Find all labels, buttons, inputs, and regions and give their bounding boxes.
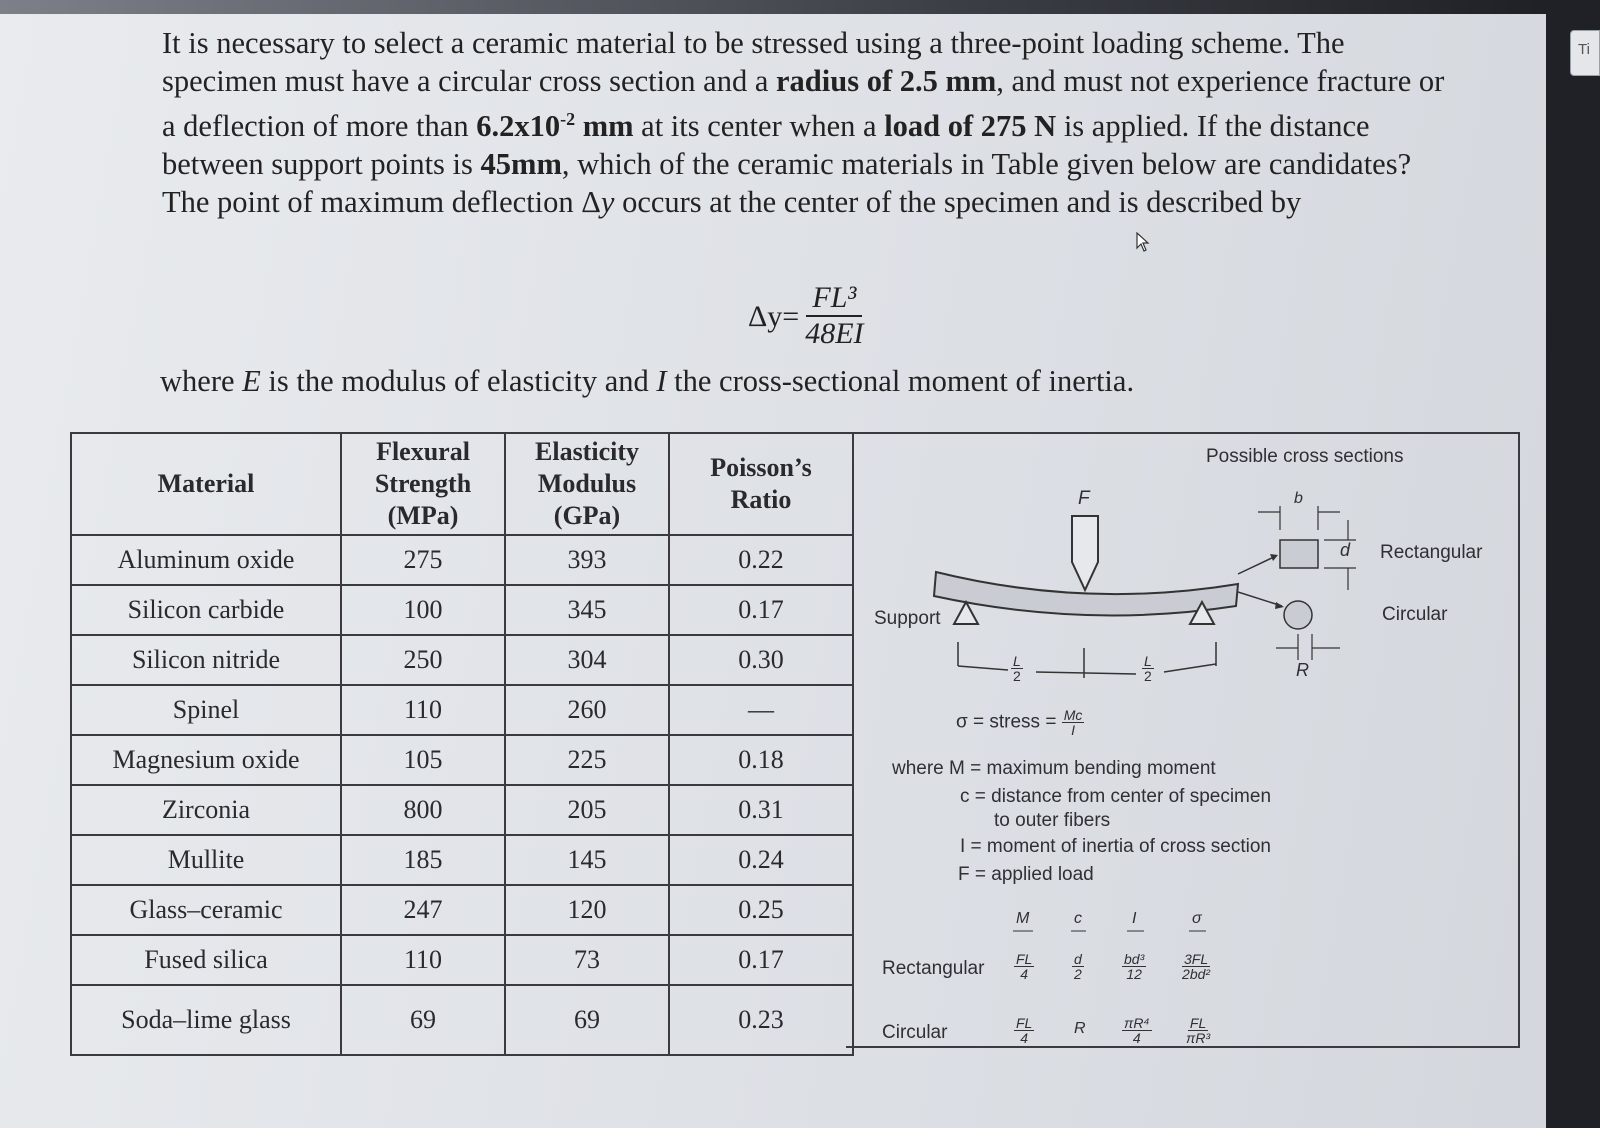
circ-cross-section [1284,601,1312,629]
c-definition: c = distance from center of specimen [960,786,1272,807]
table-row [71,585,853,635]
formula-header-I: I [1132,910,1137,927]
problem-text-5: , which of the ceramic materials in Table given below are candidates? The point of maximum deflection Δ [162,147,1412,220]
header-material: Material [71,433,341,535]
rect-M-den: 4 [1020,966,1029,982]
rect-c-den: 2 [1074,966,1082,982]
rectangular-label: Rectangular [1380,542,1483,563]
half-span-right-num: L [1144,653,1152,669]
cell-poisson: 0.31 [669,785,853,835]
header-flexural-2: Strength [374,469,472,498]
cell-modulus: 205 [505,785,669,835]
left-support-icon [954,602,978,624]
formula-numerator: FL³ [806,282,862,317]
problem-text-1: It is necessary to select a ceramic material to be stressed using a three-point loading scheme. The specimen must have a circular cross section and a [162,26,1345,98]
rect-c [1072,952,1084,981]
where-text-2: is the modulus of elasticity and [260,364,657,398]
y-variable: y [600,185,615,220]
cell-modulus: 225 [505,735,669,785]
rect-I-den: 12 [1126,966,1142,982]
cell-material: Silicon carbide [71,585,341,635]
circ-I-den: 4 [1132,1030,1141,1046]
circ-sigma-den: πR³ [1186,1030,1211,1046]
span-line-mid [1036,672,1136,674]
problem-paragraph [162,24,1462,221]
formula-fraction [805,282,863,351]
circ-I [1122,1016,1152,1045]
problem-text-3: at its center when a [633,109,885,144]
circ-M-den: 4 [1020,1030,1029,1046]
b-label: b [1294,490,1303,507]
header-flexural-1: Flexural [376,437,470,466]
where-text-3: the cross-sectional moment of inertia. [666,364,1135,398]
table-row [71,635,853,685]
cell-poisson: 0.17 [669,935,853,985]
cell-flexural: 110 [341,685,505,735]
cell-flexural: 69 [341,985,505,1055]
cell-flexural: 800 [341,785,505,835]
half-span-left [1011,654,1023,683]
problem-text-2: , and must not experience fracture or a deflection of more than [162,64,1445,144]
cell-poisson: 0.22 [669,535,853,585]
cell-modulus: 345 [505,585,669,635]
table-row [71,935,853,985]
where-I: I [656,364,667,398]
cell-flexural: 250 [341,635,505,685]
table-header-row [71,433,853,535]
where-E: E [242,364,261,398]
cell-poisson: 0.17 [669,585,853,635]
d-label: d [1340,540,1351,560]
stress-num: Mc [1063,707,1083,723]
cell-poisson: 0.24 [669,835,853,885]
cell-flexural: 275 [341,535,505,585]
force-label: F [1078,488,1090,509]
span-line-right [1164,664,1216,672]
cell-modulus: 120 [505,885,669,935]
cell-poisson: 0.23 [669,985,853,1055]
rect-I-num: bd³ [1124,951,1145,967]
header-elasticity-3: (GPa) [553,501,621,530]
stress-definition [956,708,1084,737]
problem-text-4: is applied. If the distance between support points is [162,109,1370,182]
half-span-left-num: L [1013,653,1021,669]
circ-I-num: πR⁴ [1124,1015,1150,1031]
cell-poisson: 0.30 [669,635,853,685]
half-span-left-den: 2 [1013,668,1021,684]
header-poisson-1: Poisson’s [710,453,812,482]
cell-material: Mullite [71,835,341,885]
deflection-limit [476,109,633,143]
stress-lhs: σ = stress = [956,711,1057,733]
formula-header-M: M [1016,910,1030,927]
formula-lhs: Δy= [748,299,800,333]
where-text-1: where [160,364,243,398]
header-poisson-2: Ratio [730,485,792,514]
possible-cross-sections-label: Possible cross sections [1206,446,1404,467]
table-row [71,885,853,935]
table-row [71,685,853,735]
cell-modulus: 73 [505,935,669,985]
circ-sigma [1186,1016,1210,1045]
problem-sheet [0,14,1546,1128]
rect-row-label: Rectangular [882,958,985,979]
table-row [71,785,853,835]
circ-row-label: Circular [882,1022,948,1043]
deflection-formula [748,282,864,351]
arrow-to-circ [1238,592,1282,606]
cell-modulus: 304 [505,635,669,685]
deflection-base: 6.2x10 [476,109,561,144]
circ-sigma-num: FL [1189,1015,1207,1031]
rect-sigma-num: 3FL [1184,951,1209,967]
cell-material: Spinel [71,685,341,735]
stress-den: I [1071,722,1075,738]
cell-material: Zirconia [71,785,341,835]
cell-modulus: 260 [505,685,669,735]
arrow-head-circ [1275,602,1284,609]
F-definition: F = applied load [958,864,1094,885]
rect-M [1014,952,1034,981]
cell-material: Aluminum oxide [71,535,341,585]
cell-material: Magnesium oxide [71,735,341,785]
header-elasticity-2: Modulus [537,469,637,498]
cell-modulus: 393 [505,535,669,585]
sidebar-tab[interactable]: Ti [1570,30,1600,76]
cell-material: Soda–lime glass [71,985,341,1055]
right-sidebar [1546,0,1600,1128]
header-flexural-3: (MPa) [387,501,459,530]
header-elasticity [505,433,669,535]
span-line-left [958,666,1008,670]
formula-denominator: 48EI [805,317,864,350]
three-point-diagram-panel [846,432,1520,1048]
cell-flexural: 105 [341,735,505,785]
deflection-unit: mm [575,109,634,144]
half-span-right [1142,654,1154,683]
radius-value: radius of 2.5 mm [776,64,997,98]
load-applicator [1072,516,1098,590]
header-poisson [669,433,853,535]
I-definition: I = moment of inertia of cross section [960,836,1271,857]
rect-I [1122,952,1146,981]
c-definition-2: to outer fibers [994,810,1111,831]
R-label: R [1296,660,1309,680]
cell-modulus: 69 [505,985,669,1055]
header-elasticity-1: Elasticity [535,437,639,466]
top-window-bar [0,0,1600,14]
support-label: Support [874,608,941,629]
cell-flexural: 110 [341,935,505,985]
cell-flexural: 185 [341,835,505,885]
mouse-cursor-icon [1136,232,1150,252]
where-line [160,364,1134,399]
cell-material: Glass–ceramic [71,885,341,935]
M-definition: where M = maximum bending moment [892,758,1216,779]
rect-c-num: d [1074,951,1082,967]
table-row [71,735,853,785]
half-span-right-den: 2 [1144,668,1152,684]
cell-poisson: 0.25 [669,885,853,935]
rect-sigma-den: 2bd² [1182,966,1211,982]
cell-flexural: 247 [341,885,505,935]
rect-sigma [1182,952,1210,981]
cell-flexural: 100 [341,585,505,635]
cell-poisson: — [669,685,853,735]
problem-text-6: occurs at the center of the specimen and is described by [614,185,1302,220]
problem-statement [162,24,1462,221]
arrow-to-rect [1238,556,1276,574]
table-row [71,835,853,885]
circ-c: R [1074,1020,1086,1037]
deflection-exponent: -2 [560,109,576,129]
formula-header-c: c [1074,910,1082,927]
table-row [71,985,853,1055]
table-row [71,535,853,585]
span-value: 45mm [480,147,562,182]
circ-M [1014,1016,1034,1045]
cell-material: Silicon nitride [71,635,341,685]
rect-cross-section [1280,540,1318,568]
cell-material: Fused silica [71,935,341,985]
formula-header-sigma: σ [1192,910,1202,927]
rect-M-num: FL [1016,951,1033,967]
circ-M-num: FL [1016,1015,1033,1031]
circular-label: Circular [1382,604,1448,625]
materials-table [70,432,854,1056]
header-flexural [341,433,505,535]
cell-poisson: 0.18 [669,735,853,785]
load-value: load of 275 N [884,109,1057,144]
cell-modulus: 145 [505,835,669,885]
